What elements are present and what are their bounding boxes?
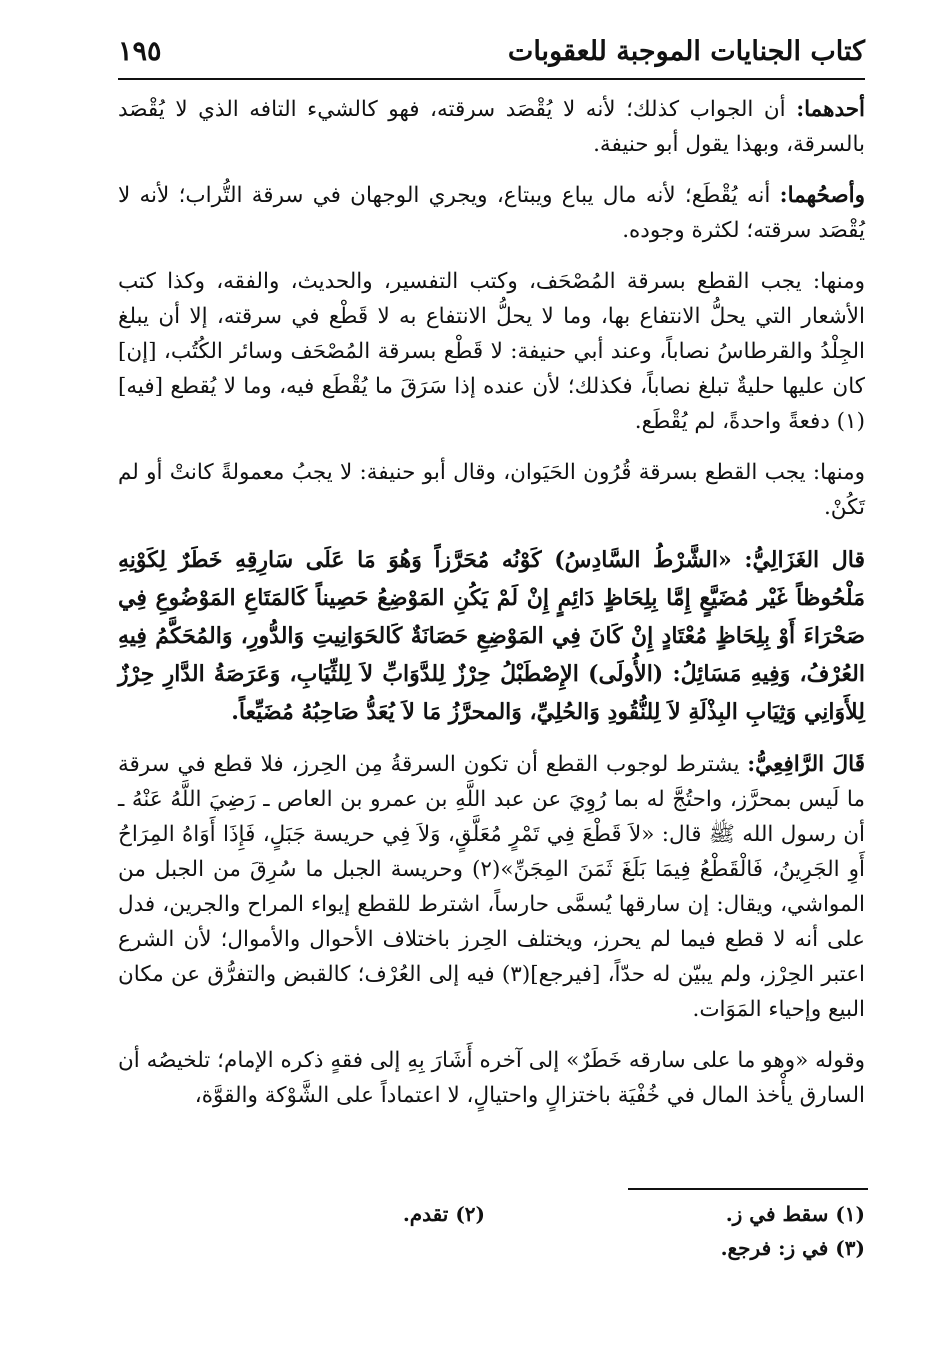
footnotes: [118, 1202, 865, 1270]
page-header: [118, 30, 865, 80]
paragraph-2: [118, 178, 865, 248]
footnote-divider: [628, 1188, 868, 1190]
paragraph-4: [118, 455, 865, 525]
footnote-2: (٢) تقدم.: [402, 1202, 485, 1226]
paragraph-7: [118, 1043, 865, 1113]
footnote-row: [118, 1236, 865, 1270]
paragraph-text: أن الجواب كذلك؛ لأنه لا يُقْصَد سرقته، فهو كالشيء التافه الذي لا يُقْصَد بالسرقة، وبهذا يقول أبو حنيفة.: [118, 97, 865, 157]
paragraph-lead: قال الغَزَالِيُّ:: [744, 547, 865, 573]
paragraph-text: ومنها: يجب القطع بسرقة قُرُون الحَيَوان، وقال أبو حنيفة: لا يجبُ معمولةً كانتْ أو لم تَكُنْ.: [118, 460, 865, 520]
footnote-3: (٣) في ز: فرجع.: [720, 1236, 865, 1260]
paragraph-lead: أحدهما:: [796, 97, 865, 122]
paragraph-text: «الشَّرْطُ السَّادِسُ) كَوْنُه مُحَرَّزاً وَهُوَ مَا عَلَى سَارِقِهِ خَطَرٌ لِكَوْنِهِ مَلْحُوظاً غَيْر مُضَيَّعٍ إِمَّا بِلِحَاظٍ دَائِمٍ إِنْ لَمْ يَكُنِ المَوْضِعُ حَصِيناً كَالمَتَاعِ المَوْضُوعِ فِي صَحْرَاءَ أَوْ بِلِحَاظٍ مُعْتَادٍ إِنْ كَانَ فِي المَوْضِعِ حَصَانَةٌ كَالحَوَانِيتِ وَالدُّورِ، وَالمُحَكَّمُ فِيهِ العُرْفُ، وَفِيهِ مَسَائِلُ: (الأُولَى) الإِصْطَبْلُ حِرْزٌ لِلدَّوَابِّ لاَ لِلثِّيَابِ، وَعَرَصَةُ الدَّارِ حِرْزٌ لِلأَوَانِي وَثِيَابِ البِذْلَةِ لاَ لِلنُّقُودِ وَالحُلِيِّ، وَالمحرَّزُ مَا لاَ يُعَدُّ صَاحِبُهُ مُضَيِّعاً.: [118, 547, 865, 725]
running-title: كتاب الجنايات الموجبة للعقوبات: [507, 36, 865, 67]
paragraph-text: ومنها: يجب القطع بسرقة المُصْحَف، وكتب التفسير، والحديث، والفقه، وكذا كتب الأشعار التي يحلُّ الانتفاع بها، وما لا يحلُّ الانتفاع به لا قَطْع في سرقته، إلا أن يبلغ الجِلْدُ والقرطاسُ نصاباً، وعند أبي حنيفة: لا قَطْع بسرقة المُصْحَف وسائر الكُتُب، [إن] كان عليها حليةٌ تبلغ نصاباً، فكذلك؛ لأن عنده إذا سَرَقَ ما يُقْطَع فيه، وما لا يُقطع [فيه](١) دفعةً واحدةً، لم يُقْطَع.: [118, 269, 865, 434]
page-body: [118, 92, 865, 1129]
paragraph-3: [118, 264, 865, 439]
paragraph-6: [118, 747, 865, 1027]
paragraph-text: أنه يُقْطَع؛ لأنه مال يباع ويبتاع، ويجري الوجهان في سرقة التُّراب؛ لأنه لا يُقْصَد سرقته؛ لكثرة وجوده.: [118, 183, 865, 243]
paragraph-1: [118, 92, 865, 162]
paragraph-text: وقوله «وهو ما على سارقه خَطَرٌ» إلى آخره أَشَارَ بِهِ إلى فقهٍ ذكره الإمام؛ تلخيصُه أن السارق يأْخذ المال في خُفْيَة باختزالٍ واحتيالٍ، لا اعتماداً على الشَّوْكة والقوَّة،: [118, 1048, 865, 1108]
paragraph-lead: قَالَ الرَّافِعِيُّ:: [747, 752, 865, 777]
paragraph-5: [118, 541, 865, 731]
paragraph-text: يشترط لوجوب القطع أن تكون السرقةُ مِن الحِرز، فلا قطع في سرقة ما لَيس بمحرَّز، واحتُجَّ له بما رُوِيَ عن عبد اللَّهِ بن عمرو بن العاص ـ رَضِيَ اللَّهُ عَنْهُ ـ أن رسول الله ﷺ قال: «لاَ قَطْعَ فِي تَمْرٍ مُعَلَّقٍ، وَلاَ فِي حريسة جَبَلٍ، فَإِذَا أَوَاهُ المِرَاحُ أَوِ الجَرِينُ، فَالْقَطْعُ فِيمَا بَلَغَ ثَمَنَ المِجَنِّ»(٢) وحريسة الجبل ما سُرِقَ من الجبل من المواشي، ويقال: إن سارقها يُسمَّى حارساً، اشترط للقطع إيواء المراح والجرين، فدل على أنه لا قطع فيما لم يحرز، ويختلف الحِرز باختلاف الأحوال والأموال؛ لأن الشرع اعتبر الحِرْز، ولم يبيّن له حدّاً، [فيرجع](٣) فيه إلى العُرْف؛ كالقبض والتفرُّق عن مكان البيع وإحياء المَوَات.: [118, 752, 866, 1022]
footnote-1: (١) سقط في ز.: [725, 1202, 865, 1226]
paragraph-lead: وأصحُهما:: [779, 183, 865, 208]
footnote-row: [118, 1202, 865, 1236]
page-number: ١٩٥: [118, 36, 162, 67]
